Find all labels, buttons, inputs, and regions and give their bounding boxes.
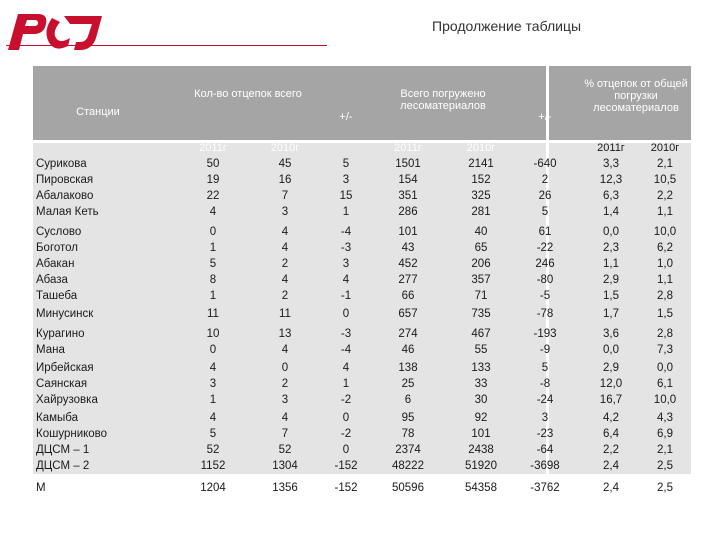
- cell-loaded-2011: 286: [398, 206, 418, 218]
- cell-diff-2: -23: [536, 428, 554, 440]
- cell-pct-2011: 1,1: [603, 258, 619, 270]
- cell-diff-2: 5: [541, 362, 549, 374]
- cell-pct-2010: 1,5: [657, 308, 673, 320]
- cell-loaded-2010: 33: [474, 378, 488, 390]
- cell-loaded-2010: 51920: [465, 460, 497, 472]
- cell-loaded-2011: 78: [401, 428, 415, 440]
- cell-loaded-2011: 1501: [395, 158, 421, 170]
- cell-count-2011: 5: [209, 258, 217, 270]
- cell-pct-2010: 10,0: [653, 226, 677, 238]
- sub-loaded-2011: 2011г: [394, 142, 422, 154]
- cell-count-2010: 3: [281, 394, 289, 406]
- cell-loaded-2011: 154: [398, 174, 418, 186]
- table-row: [33, 458, 691, 474]
- cell-station: М: [36, 482, 46, 494]
- cell-diff-2: -80: [536, 274, 554, 286]
- cell-loaded-2010: 54358: [465, 482, 497, 494]
- header-diff-2: +/-: [538, 111, 552, 123]
- cell-loaded-2011: 46: [401, 344, 415, 356]
- header-count: Кол-во отцепок всего: [194, 88, 302, 100]
- cell-loaded-2011: 95: [401, 412, 415, 424]
- cell-diff-2: -193: [533, 328, 557, 340]
- cell-station: Малая Кеть: [36, 206, 99, 218]
- cell-pct-2010: 2,5: [657, 482, 673, 494]
- table-row: [33, 442, 691, 458]
- cell-count-2010: 2: [281, 258, 289, 270]
- cell-pct-2010: 6,2: [657, 242, 673, 254]
- cell-count-2010: 4: [281, 344, 289, 356]
- cell-loaded-2011: 43: [401, 242, 415, 254]
- cell-pct-2011: 2,9: [603, 274, 619, 286]
- cell-diff-1: -2: [340, 394, 352, 406]
- cell-count-2011: 1152: [200, 460, 226, 472]
- cell-pct-2011: 2,9: [603, 362, 619, 374]
- cell-count-2011: 8: [209, 274, 217, 286]
- header-loaded: Всего погружено лесоматериалов: [400, 88, 486, 112]
- cell-station: Мана: [36, 344, 65, 356]
- cell-diff-2: 61: [538, 226, 552, 238]
- cell-count-2011: 4: [209, 206, 217, 218]
- cell-pct-2011: 0,0: [603, 344, 619, 356]
- cell-loaded-2011: 6: [404, 394, 412, 406]
- table-row: [33, 204, 691, 220]
- cell-pct-2010: 2,5: [657, 460, 673, 472]
- table-row: [33, 326, 691, 342]
- cell-count-2011: 3: [209, 378, 217, 390]
- cell-pct-2011: 6,4: [603, 428, 619, 440]
- cell-pct-2011: 3,6: [603, 328, 619, 340]
- cell-loaded-2011: 25: [401, 378, 415, 390]
- cell-diff-2: -22: [536, 242, 554, 254]
- cell-loaded-2010: 152: [471, 174, 491, 186]
- cell-pct-2010: 1,1: [657, 206, 673, 218]
- cell-diff-2: 2: [541, 174, 549, 186]
- sub-count-2010: 2010г: [270, 142, 300, 154]
- cell-diff-2: -24: [536, 394, 554, 406]
- cell-diff-1: -4: [340, 226, 352, 238]
- cell-pct-2011: 3,3: [603, 158, 619, 170]
- cell-loaded-2011: 351: [398, 190, 418, 202]
- cell-loaded-2010: 2438: [468, 444, 494, 456]
- cell-pct-2011: 2,3: [603, 242, 619, 254]
- table-row: [33, 376, 691, 392]
- page-title: Продолжение таблицы: [432, 18, 582, 34]
- cell-diff-1: 0: [342, 444, 350, 456]
- cell-count-2011: 11: [207, 308, 219, 320]
- cell-pct-2010: 7,3: [657, 344, 673, 356]
- cell-pct-2010: 2,1: [657, 444, 673, 456]
- cell-diff-1: 4: [342, 362, 350, 374]
- table-row: [33, 360, 691, 376]
- cell-count-2011: 1: [209, 290, 217, 302]
- cell-count-2011: 10: [206, 328, 220, 340]
- cell-pct-2010: 1,0: [657, 258, 673, 270]
- sub-pct-2011: 2011г: [597, 142, 625, 154]
- cell-loaded-2010: 40: [474, 226, 488, 238]
- table-row: [33, 288, 691, 304]
- cell-pct-2010: 10,5: [653, 174, 677, 186]
- cell-loaded-2010: 325: [471, 190, 491, 202]
- cell-count-2011: 52: [206, 444, 220, 456]
- cell-pct-2010: 2,2: [657, 190, 673, 202]
- cell-diff-2: 3: [541, 412, 549, 424]
- cell-count-2010: 1356: [272, 482, 298, 494]
- sub-pct-2010: 2010г: [650, 142, 680, 154]
- cell-diff-2: -8: [539, 378, 551, 390]
- cell-station: ДЦСМ – 2: [36, 460, 90, 472]
- table-rows: [33, 144, 691, 494]
- cell-loaded-2010: 206: [471, 258, 491, 270]
- cell-count-2010: 2: [281, 378, 289, 390]
- cell-count-2011: 50: [206, 158, 220, 170]
- cell-diff-1: -2: [340, 428, 352, 440]
- cell-station: Суслово: [36, 226, 82, 238]
- cell-count-2011: 4: [209, 412, 217, 424]
- header-diff-1: +/-: [339, 111, 353, 123]
- cell-count-2011: 0: [209, 226, 217, 238]
- cell-pct-2010: 0,0: [657, 362, 673, 374]
- cell-loaded-2010: 357: [471, 274, 491, 286]
- cell-pct-2011: 1,7: [603, 308, 619, 320]
- cell-diff-1: -1: [340, 290, 352, 302]
- table-row: [33, 156, 691, 172]
- cell-station: ДЦСМ – 1: [36, 444, 90, 456]
- cell-station: Абакан: [36, 258, 75, 270]
- cell-loaded-2011: 277: [398, 274, 418, 286]
- cell-pct-2011: 12,3: [599, 174, 623, 186]
- cell-pct-2011: 2,4: [603, 482, 619, 494]
- cell-pct-2011: 16,7: [599, 394, 623, 406]
- cell-loaded-2010: 65: [474, 242, 488, 254]
- cell-count-2010: 7: [281, 190, 289, 202]
- cell-pct-2010: 4,3: [657, 412, 673, 424]
- table-row: [33, 410, 691, 426]
- cell-station: Кошурниково: [36, 428, 108, 440]
- cell-pct-2011: 6,3: [603, 190, 619, 202]
- table-row: [33, 224, 691, 240]
- table-row: [33, 172, 691, 188]
- cell-count-2010: 0: [281, 362, 289, 374]
- cell-loaded-2010: 281: [471, 206, 491, 218]
- cell-loaded-2010: 133: [471, 362, 491, 374]
- cell-station: Абалаково: [36, 190, 94, 202]
- cell-diff-1: 1: [342, 378, 350, 390]
- cell-pct-2011: 2,4: [603, 460, 619, 472]
- cell-loaded-2010: 735: [471, 308, 491, 320]
- cell-pct-2011: 2,2: [603, 444, 619, 456]
- cell-station: Ташеба: [36, 290, 78, 302]
- cell-count-2010: 1304: [272, 460, 298, 472]
- cell-diff-1: 0: [342, 412, 350, 424]
- cell-diff-1: 5: [342, 158, 350, 170]
- cell-loaded-2011: 2374: [395, 444, 421, 456]
- cell-count-2010: 16: [278, 174, 292, 186]
- cell-pct-2010: 6,9: [657, 428, 673, 440]
- cell-loaded-2011: 48222: [392, 460, 424, 472]
- cell-pct-2011: 4,2: [603, 412, 619, 424]
- cell-pct-2011: 1,4: [603, 206, 619, 218]
- cell-pct-2010: 2,8: [657, 328, 673, 340]
- cell-diff-2: -5: [539, 290, 551, 302]
- cell-loaded-2011: 50596: [392, 482, 424, 494]
- cell-count-2011: 1: [209, 394, 217, 406]
- cell-diff-1: -3: [340, 328, 352, 340]
- header-pct: % отцепок от общей погрузки лесоматериалов: [584, 78, 688, 114]
- cell-count-2011: 5: [209, 428, 217, 440]
- cell-pct-2011: 1,5: [603, 290, 619, 302]
- cell-loaded-2010: 30: [474, 394, 488, 406]
- cell-loaded-2011: 274: [398, 328, 418, 340]
- cell-count-2010: 4: [281, 242, 289, 254]
- cell-count-2010: 3: [281, 206, 289, 218]
- cell-diff-1: -4: [340, 344, 352, 356]
- cell-diff-2: 5: [541, 206, 549, 218]
- cell-diff-2: -3698: [530, 460, 560, 472]
- sub-count-2011: 2011г: [199, 142, 227, 154]
- cell-diff-1: -3: [340, 242, 352, 254]
- cell-count-2010: 45: [278, 158, 292, 170]
- cell-count-2010: 4: [281, 274, 289, 286]
- cell-count-2010: 13: [278, 328, 292, 340]
- cell-loaded-2010: 71: [474, 290, 488, 302]
- table-row: [33, 240, 691, 256]
- cell-count-2011: 19: [206, 174, 220, 186]
- cell-diff-2: -9: [539, 344, 551, 356]
- table-row: [33, 342, 691, 358]
- table-row: [33, 188, 691, 204]
- cell-station: Саянская: [36, 378, 88, 390]
- cell-loaded-2011: 138: [398, 362, 418, 374]
- cell-diff-2: 26: [538, 190, 552, 202]
- table-row: [33, 272, 691, 288]
- cell-station: Камыба: [36, 412, 78, 424]
- cell-pct-2010: 1,1: [657, 274, 673, 286]
- cell-station: Хайрузовка: [36, 394, 98, 406]
- cell-diff-1: 15: [339, 190, 353, 202]
- cell-station: Пировская: [36, 174, 94, 186]
- cell-station: Боготол: [36, 242, 79, 254]
- cell-diff-1: 3: [342, 174, 350, 186]
- cell-station: Абаза: [36, 274, 68, 286]
- cell-loaded-2010: 2141: [468, 158, 494, 170]
- table-row: [33, 256, 691, 272]
- table-row: [33, 392, 691, 408]
- cell-count-2011: 0: [209, 344, 217, 356]
- cell-diff-1: 0: [342, 308, 350, 320]
- cell-pct-2010: 2,1: [657, 158, 673, 170]
- cell-pct-2011: 0,0: [603, 226, 619, 238]
- cell-diff-1: 3: [342, 258, 350, 270]
- cell-station: Ирбейская: [36, 362, 94, 374]
- cell-diff-2: -78: [536, 308, 554, 320]
- cell-diff-1: -152: [334, 460, 358, 472]
- cell-count-2011: 1: [209, 242, 217, 254]
- table-row: [33, 480, 691, 496]
- cell-loaded-2010: 467: [471, 328, 491, 340]
- header-station: Станции: [76, 106, 120, 118]
- cell-diff-2: 246: [535, 258, 555, 270]
- cell-diff-1: 4: [342, 274, 350, 286]
- sub-loaded-2010: 2010г: [466, 142, 496, 154]
- cell-pct-2010: 6,1: [657, 378, 673, 390]
- cell-diff-2: -64: [536, 444, 554, 456]
- table-row: [33, 306, 691, 322]
- cell-loaded-2010: 101: [471, 428, 491, 440]
- cell-count-2010: 52: [278, 444, 292, 456]
- cell-count-2010: 4: [281, 226, 289, 238]
- cell-pct-2010: 2,8: [657, 290, 673, 302]
- stations-table: [33, 66, 691, 494]
- cell-count-2010: 7: [281, 428, 289, 440]
- cell-count-2011: 4: [209, 362, 217, 374]
- cell-count-2011: 1204: [200, 482, 226, 494]
- cell-count-2010: 11: [279, 308, 291, 320]
- cell-loaded-2011: 101: [398, 226, 418, 238]
- cell-count-2010: 2: [281, 290, 289, 302]
- cell-diff-1: -152: [334, 482, 358, 494]
- cell-loaded-2011: 657: [398, 308, 418, 320]
- cell-station: Сурикова: [36, 158, 87, 170]
- cell-diff-2: -640: [533, 158, 557, 170]
- cell-station: Курагино: [36, 328, 85, 340]
- cell-diff-1: 1: [342, 206, 350, 218]
- cell-loaded-2011: 66: [401, 290, 415, 302]
- cell-count-2011: 22: [206, 190, 220, 202]
- cell-loaded-2010: 55: [474, 344, 488, 356]
- cell-count-2010: 4: [281, 412, 289, 424]
- cell-pct-2010: 10,0: [653, 394, 677, 406]
- cell-diff-2: -3762: [530, 482, 560, 494]
- table-row: [33, 426, 691, 442]
- header-divider: [6, 45, 327, 46]
- cell-pct-2011: 12,0: [599, 378, 623, 390]
- cell-station: Минусинск: [36, 308, 94, 320]
- cell-loaded-2010: 92: [474, 412, 488, 424]
- cell-loaded-2011: 452: [398, 258, 418, 270]
